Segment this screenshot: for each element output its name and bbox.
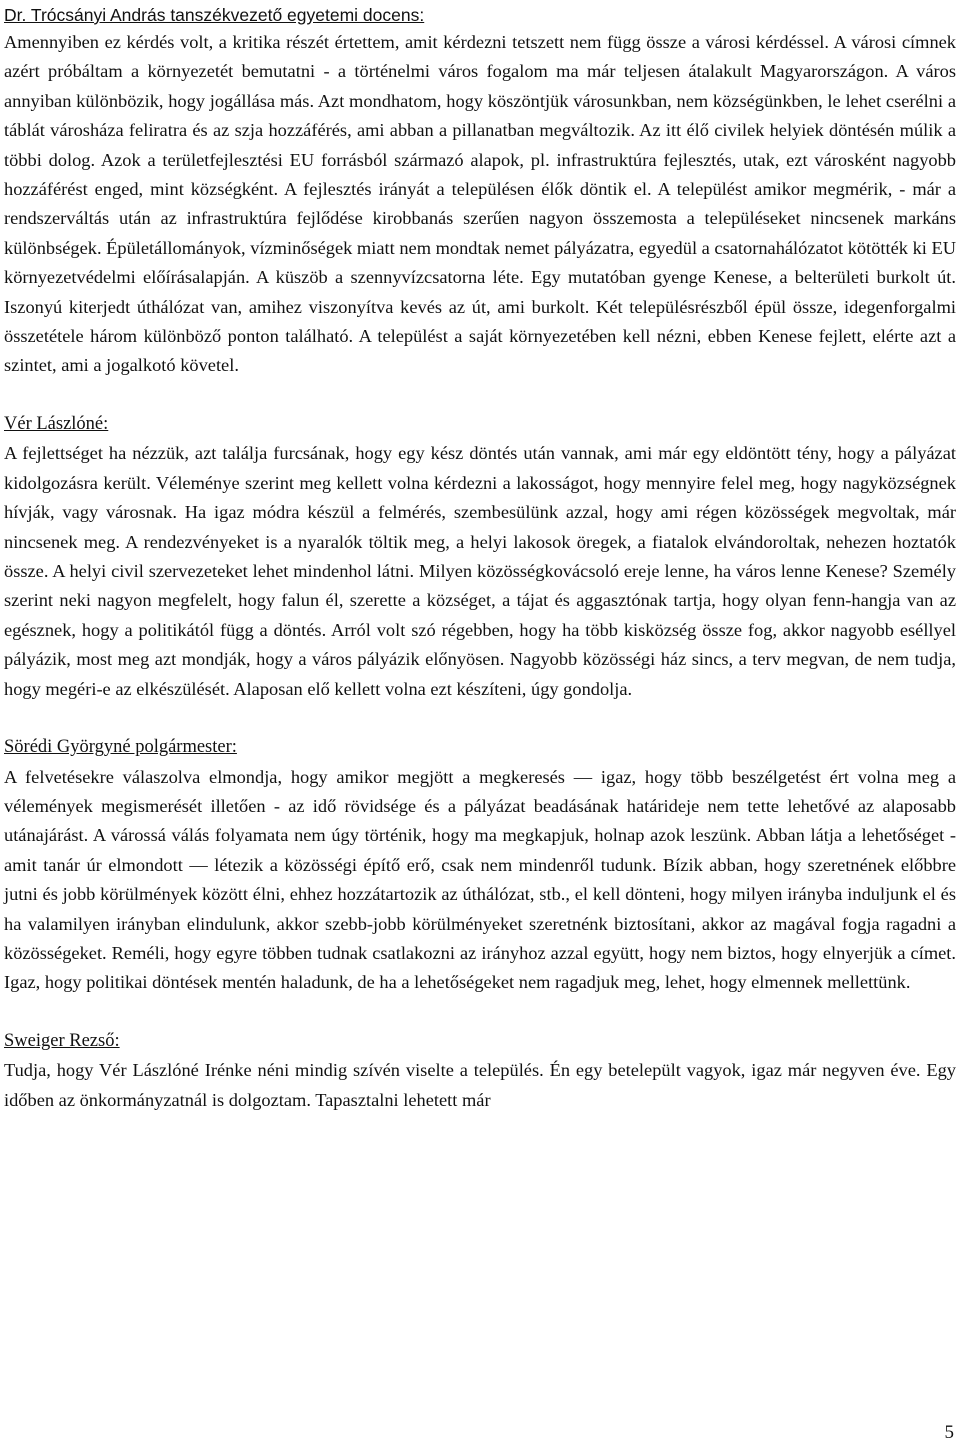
speaker-heading: Sweiger Rezső: <box>4 1030 120 1051</box>
speech-paragraph: A felvetésekre válaszolva elmondja, hogy amikor megjött a megkeresés — igaz, hogy több beszélgetést ért volna meg a vélemények megismerését illetően - az idő rövidsége és a pályázat beadásának határideje nem tette lehetővé az alaposabb utánajárást. A várossá válás folyamata nem úgy történik, hogy ma megkapjuk, holnap azok leszünk. Abban látja a lehetőséget - amit tanár úr elmondott — létezik a közösségi építő erő, csak nem mindenről tudunk. Bízik abban, hogy szeretnének előbbre jutni és jobb körülmények között élni, ehhez hozzátartozik az úthálózat, stb., el kell dönteni, hogy milyen irányba induljunk el és ha valamilyen irányban elindulunk, akkor szebb-jobb körülményeket szeretnénk biztosítani, akkor az magával fogja ragadni a közösségeket. Reméli, hogy egyre többen tudnak csatlakozni az irányhoz azzal együtt, hogy nem biztos, hogy elnyerjük a címet. Igaz, hogy politikai döntések mentén haladunk, de ha a lehetőségeket nem ragadjuk meg, lehet, hogy elmennek mellettünk. <box>4 766 956 993</box>
speech-paragraph: Tudja, hogy Vér Lászlóné Irénke néni mindig szívén viselte a település. Én egy betelepült vagyok, igaz már negyven éve. Egy időben az önkormányzatnál is dolgoztam. Tapasztalni lehetett már <box>4 1060 956 1110</box>
page-number: 5 <box>944 1422 954 1443</box>
section-spacer <box>4 381 956 410</box>
speaker-heading: Vér Lászlóné: <box>4 413 109 434</box>
section-ver-laszlone <box>4 410 956 704</box>
section-spacer <box>4 998 956 1027</box>
speech-paragraph: Amennyiben ez kérdés volt, a kritika részét értettem, amit kérdezni tetszett nem függ össze a városi kérdéssel. A városi címnek azért próbáltam a környezetét bemutatni - a történelmi város fogalom ma már teljesen átalakult Magyarországon. A város annyiban különbözik, hogy jogállása más. Azt mondhatom, hogy köszöntjük városunkban, nem községünkben, le lehet cserélni a táblát városháza feliratra és az szja hozzáférés, ami abban a pillanatban megváltozik. Az itt élő civilek helyiek döntésén múlik a többi dolog. Azok a területfejlesztési EU forrásból származó alapok, pl. infrastruktúra fejlesztés, utak, ezt városként nagyobb hozzáférést enged, mint községként. A fejlesztés irányát a településen élők döntik el. A települést amikor megmérik, - már a rendszerváltás után az infrastruktúra fejlődése kirobbanás szerűen nagyon összemosta a településeket nincsenek markáns különbségek. Épületállományok, vízminőségek miatt nem mondtak nemet pályázatra, egyedül a csatornahálózatot kötötték ki EU környezetvédelmi előírásalapján. A küszöb a szennyvízcsatorna léte. Egy mutatóban gyenge Kenese, a belterületi burkolt út. Iszonyú kiterjedt úthálózat van, amihez viszonyítva kevés az út, ami burkolt. Két településrészből épül össze, idegenforgalmi összetétele három különböző ponton található. A települést a saját környezetében kell nézni, ebben Kenese fejlett, elérte azt a szintet, ami a jogalkotó követel. <box>4 32 956 376</box>
speech-paragraph: A fejlettséget ha nézzük, azt találja furcsának, hogy egy kész döntés után vannak, ami már egy eldöntött tény, hogy a pályázat kidolgozásra került. Véleménye szerint meg kellett volna kérdezni a lakosságot, hogy mennyire felel meg, hogy nagyközségnek hívják, vagy városnak. Ha igaz módra készül a felmérés, szembesülünk azzal, hogy ami régen közösségek megvoltak, már nincsenek meg. A rendezvényeket is a nyaralók töltik meg, a helyi lakosok öregek, a fiatalok elvándoroltak, nehezen hoztatók össze. A helyi civil szervezeteket lehet mindenhol látni. Milyen közösségkovácsoló ereje lenne, ha város lenne Kenese? Személy szerint neki nagyon megfelelt, hogy falun él, szerette a községet, a tájat és aggasztónak tartja, hogy olyan fenn-hangja van az egésznek, hogy a politikától függ a döntés. Arról volt szó régebben, hogy ha több kisközség össze fog, akkor nagyobb eséllyel pályázik, most meg azt mondják, hogy a város pályázik előnyösen. Nagyobb közösségi ház sincs, a terv megvan, de nem tudja, hogy megéri-e az elkészülését. Alaposan elő kellett volna ezt készíteni, úgy gondolja. <box>4 443 956 699</box>
section-trocsanyi <box>4 2 956 381</box>
section-soredi <box>4 733 956 998</box>
document-page <box>4 2 956 1115</box>
section-sweiger <box>4 1027 956 1115</box>
speaker-heading: Sörédi Györgyné polgármester: <box>4 737 237 758</box>
section-spacer <box>4 704 956 733</box>
speaker-heading: Dr. Trócsányi András tanszékvezető egyetemi docens: <box>4 5 425 25</box>
